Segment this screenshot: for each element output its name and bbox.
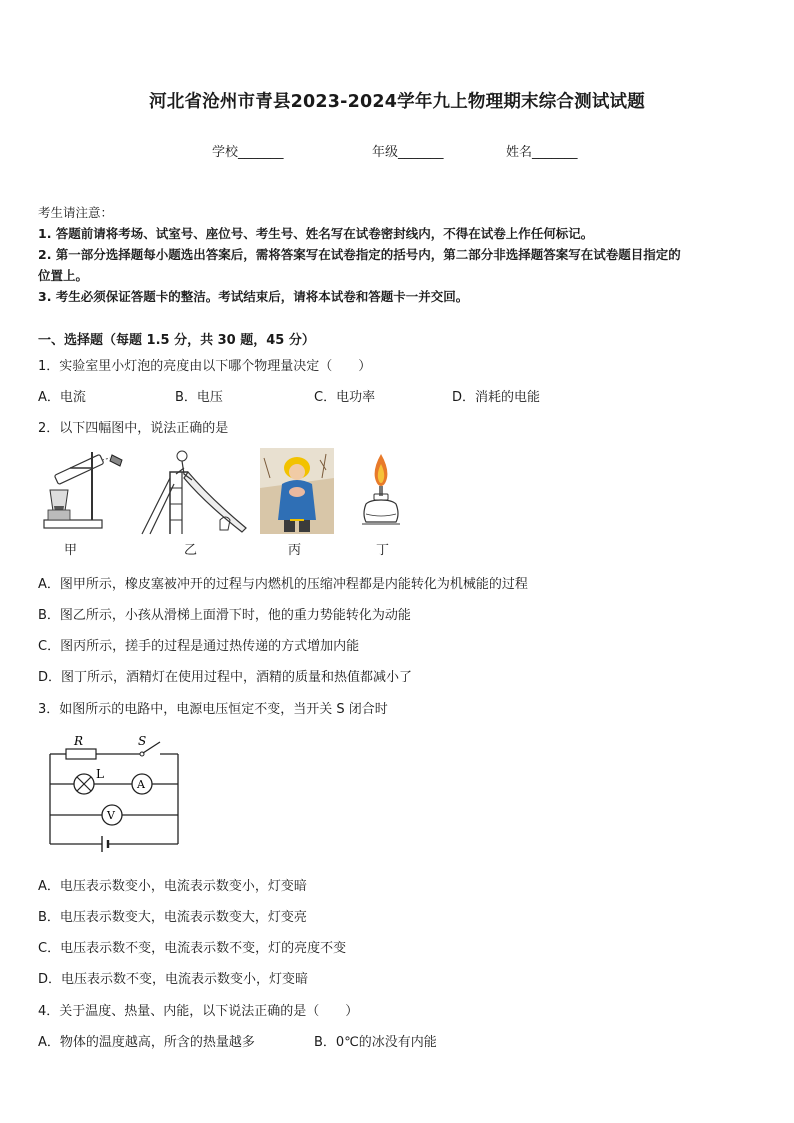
notice-item-2: 2. 第一部分选择题每小题选出答案后，需将答案写在试卷指定的括号内，第二部分非选择题答案写在试卷题目指定的 [38,247,681,262]
q2-option-c: C．图丙所示，搓手的过程是通过热传递的方式增加内能 [38,639,360,654]
voltmeter-label: V [107,809,115,822]
figure-label-jia: 甲 [64,543,78,558]
name-label: 姓名 [506,145,533,160]
lamp-label: L [96,767,104,781]
switch-label: S [138,734,147,748]
figure-label-bing: 丙 [288,543,302,558]
notice-heading: 考生请注意： [38,205,114,220]
grade-field [372,141,444,160]
q2-option-d: D．图丁所示，酒精灯在使用过程中，酒精的质量和热值都减小了 [38,670,413,685]
name-field [506,141,578,160]
section-heading: 一、选择题（每题 1.5 分，共 30 题，45 分） [38,333,315,348]
figure-jia-test-tube [42,450,142,535]
q3-option-b: B．电压表示数变大，电流表示数变大，灯变亮 [38,910,307,925]
q1-option-a: A．电流 [38,390,86,405]
figure-label-ding: 丁 [376,543,390,558]
q1-option-d: D．消耗的电能 [452,390,541,405]
q3-stem: 3．如图所示的电路中，电源电压恒定不变，当开关 S 闭合时 [38,702,388,717]
grade-blank: _______ [398,145,444,160]
resistor-label: R [74,734,84,748]
school-field [212,141,284,160]
q3-option-d: D．电压表示数不变，电流表示数变小，灯变暗 [38,972,309,987]
figure-yi-slide [140,448,250,536]
exam-title: 河北省沧州市青县2023-2024学年九上物理期末综合测试试题 [149,92,645,112]
figure-ding-alcohol-lamp [356,452,406,532]
q2-stem: 2．以下四幅图中，说法正确的是 [38,421,229,436]
notice-item-2-cont: 位置上。 [38,268,89,283]
q2-option-b: B．图乙所示，小孩从滑梯上面滑下时，他的重力势能转化为动能 [38,608,411,623]
q1-option-c: C．电功率 [314,390,376,405]
q3-option-c: C．电压表示数不变，电流表示数不变，灯的亮度不变 [38,941,347,956]
school-blank: _______ [238,145,284,160]
q4-option-b: B．0℃的冰没有内能 [314,1035,437,1050]
circuit-diagram [40,732,190,862]
notice-item-1: 1. 答题前请将考场、试室号、座位号、考生号、姓名写在试卷密封线内，不得在试卷上作任何标记。 [38,226,594,241]
notice-item-3: 3. 考生必须保证答题卡的整洁。考试结束后，请将本试卷和答题卡一并交回。 [38,289,469,304]
q3-option-a: A．电压表示数变小，电流表示数变小，灯变暗 [38,879,307,894]
ammeter-label: A [137,778,145,791]
figure-bing-child-rubbing-hands [260,448,334,534]
q2-option-a: A．图甲所示，橡皮塞被冲开的过程与内燃机的压缩冲程都是内能转化为机械能的过程 [38,577,528,592]
q4-stem: 4．关于温度、热量、内能，以下说法正确的是（ ） [38,1004,359,1019]
school-label: 学校 [212,145,239,160]
name-blank: _______ [532,145,578,160]
q1-stem: 1．实验室里小灯泡的亮度由以下哪个物理量决定（ ） [38,359,372,374]
q4-option-a: A．物体的温度越高，所含的热量越多 [38,1035,255,1050]
grade-label: 年级 [372,145,399,160]
figure-label-yi: 乙 [184,543,198,558]
q1-option-b: B．电压 [175,390,223,405]
